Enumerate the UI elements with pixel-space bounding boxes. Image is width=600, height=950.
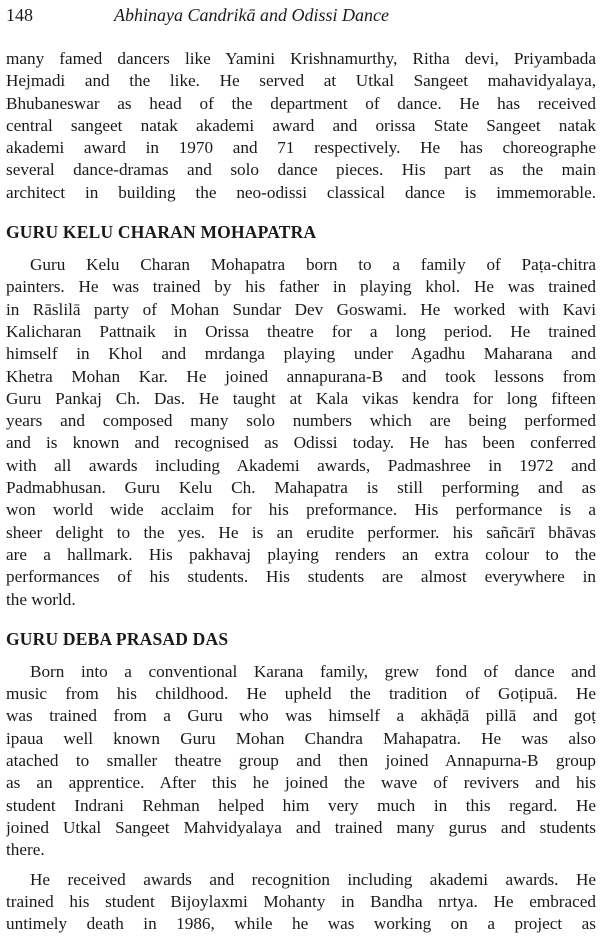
text-line: Guru Kelu Charan Mohapatra born to a family of Paṭa-chitra (30, 255, 596, 275)
text-line: was trained from a Guru who was himself a akhāḍā pillā and goṭ (6, 706, 596, 726)
text-line: years and composed many solo numbers which are being performed (6, 411, 596, 431)
text-line: as an apprentice. After this he joined the wave of revivers and his (6, 773, 596, 793)
text-line: atached to smaller theatre group and then joined Annapurna-B group (6, 751, 596, 771)
text-line: sheer delight to the yes. He is an erudite performer. his sañcārī bhāvas (6, 522, 596, 542)
text-line: untimely death in 1986, while he was working on a project as (6, 914, 596, 934)
running-title: Abhinaya Candrikā and Odissi Dance (114, 5, 389, 25)
text-line: won world wide acclaim for his preformance. His performance is a (6, 500, 596, 520)
page-header (6, 2, 592, 28)
text-line: He received awards and recognition including akademi awards. He (30, 869, 596, 889)
section-heading-kelu-charan: GURU KELU CHARAN MOHAPATRA (6, 222, 317, 243)
text-line: Kalicharan Pattnaik in Orissa theatre for a long period. He trained (6, 321, 596, 341)
deba-prasad-paragraph-1 (6, 661, 596, 862)
text-line: and is known and recognised as Odissi today. He has been conferred (6, 433, 596, 453)
text-line: Hejmadi and the like. He served at Utkal Sangeet mahavidyalaya, (6, 71, 596, 91)
intro-paragraph (6, 48, 596, 204)
page-number: 148 (6, 5, 33, 25)
text-line: Padmabhusan. Guru Kelu Ch. Mahapatra is still performing and as (6, 478, 596, 498)
text-line: ipaua well known Guru Mohan Chandra Mahapatra. He was also (6, 728, 596, 748)
text-line: Bhubaneswar as head of the department of dance. He has received (6, 93, 596, 113)
section-heading-deba-prasad: GURU DEBA PRASAD DAS (6, 628, 229, 649)
text-line: akademi award in 1970 and 71 respectively. He has choreographe (6, 138, 596, 158)
text-line: are a hallmark. His pakhavaj playing renders an extra colour to the (6, 544, 596, 564)
text-line: architect in building the neo-odissi classical dance is immemorable. (6, 182, 596, 202)
text-line: the world. (6, 589, 76, 609)
body-text (6, 48, 596, 935)
text-line: joined Utkal Sangeet Mahvidyalaya and trained many gurus and students (6, 817, 596, 837)
text-line: central sangeet natak akademi award and orissa State Sangeet natak (6, 115, 596, 135)
text-line: in Rāslilā party of Mohan Sundar Dev Goswami. He worked with Kavi (6, 299, 596, 319)
text-line: with all awards including Akademi awards, Padmashree in 1972 and (6, 455, 596, 475)
text-line: several dance-dramas and solo dance pieces. His part as the main (6, 160, 596, 180)
text-line: Guru Pankaj Ch. Das. He taught at Kala vikas kendra for long fifteen (6, 388, 596, 408)
text-line: himself in Khol and mrdanga playing under Agadhu Maharana and (6, 344, 596, 364)
text-line: performances of his students. His students are almost everywhere in (6, 567, 596, 587)
text-line: painters. He was trained by his father in playing khol. He was trained (6, 277, 596, 297)
text-line: music from his childhood. He upheld the tradition of Goṭipuā. He (6, 684, 596, 704)
kelu-charan-paragraph (6, 254, 596, 611)
text-line: there. (6, 840, 45, 860)
deba-prasad-paragraph-2 (6, 869, 596, 936)
text-line: many famed dancers like Yamini Krishnamurthy, Ritha devi, Priyambada (6, 49, 596, 68)
text-line: trained his student Bijoylaxmi Mohanty in Bandha nrtya. He embraced (6, 891, 596, 911)
text-line: Born into a conventional Karana family, grew fond of dance and (30, 661, 596, 681)
text-line: Khetra Mohan Kar. He joined annapurana-B and took lessons from (6, 366, 596, 386)
text-line: student Indrani Rehman helped him very much in this regard. He (6, 795, 596, 815)
